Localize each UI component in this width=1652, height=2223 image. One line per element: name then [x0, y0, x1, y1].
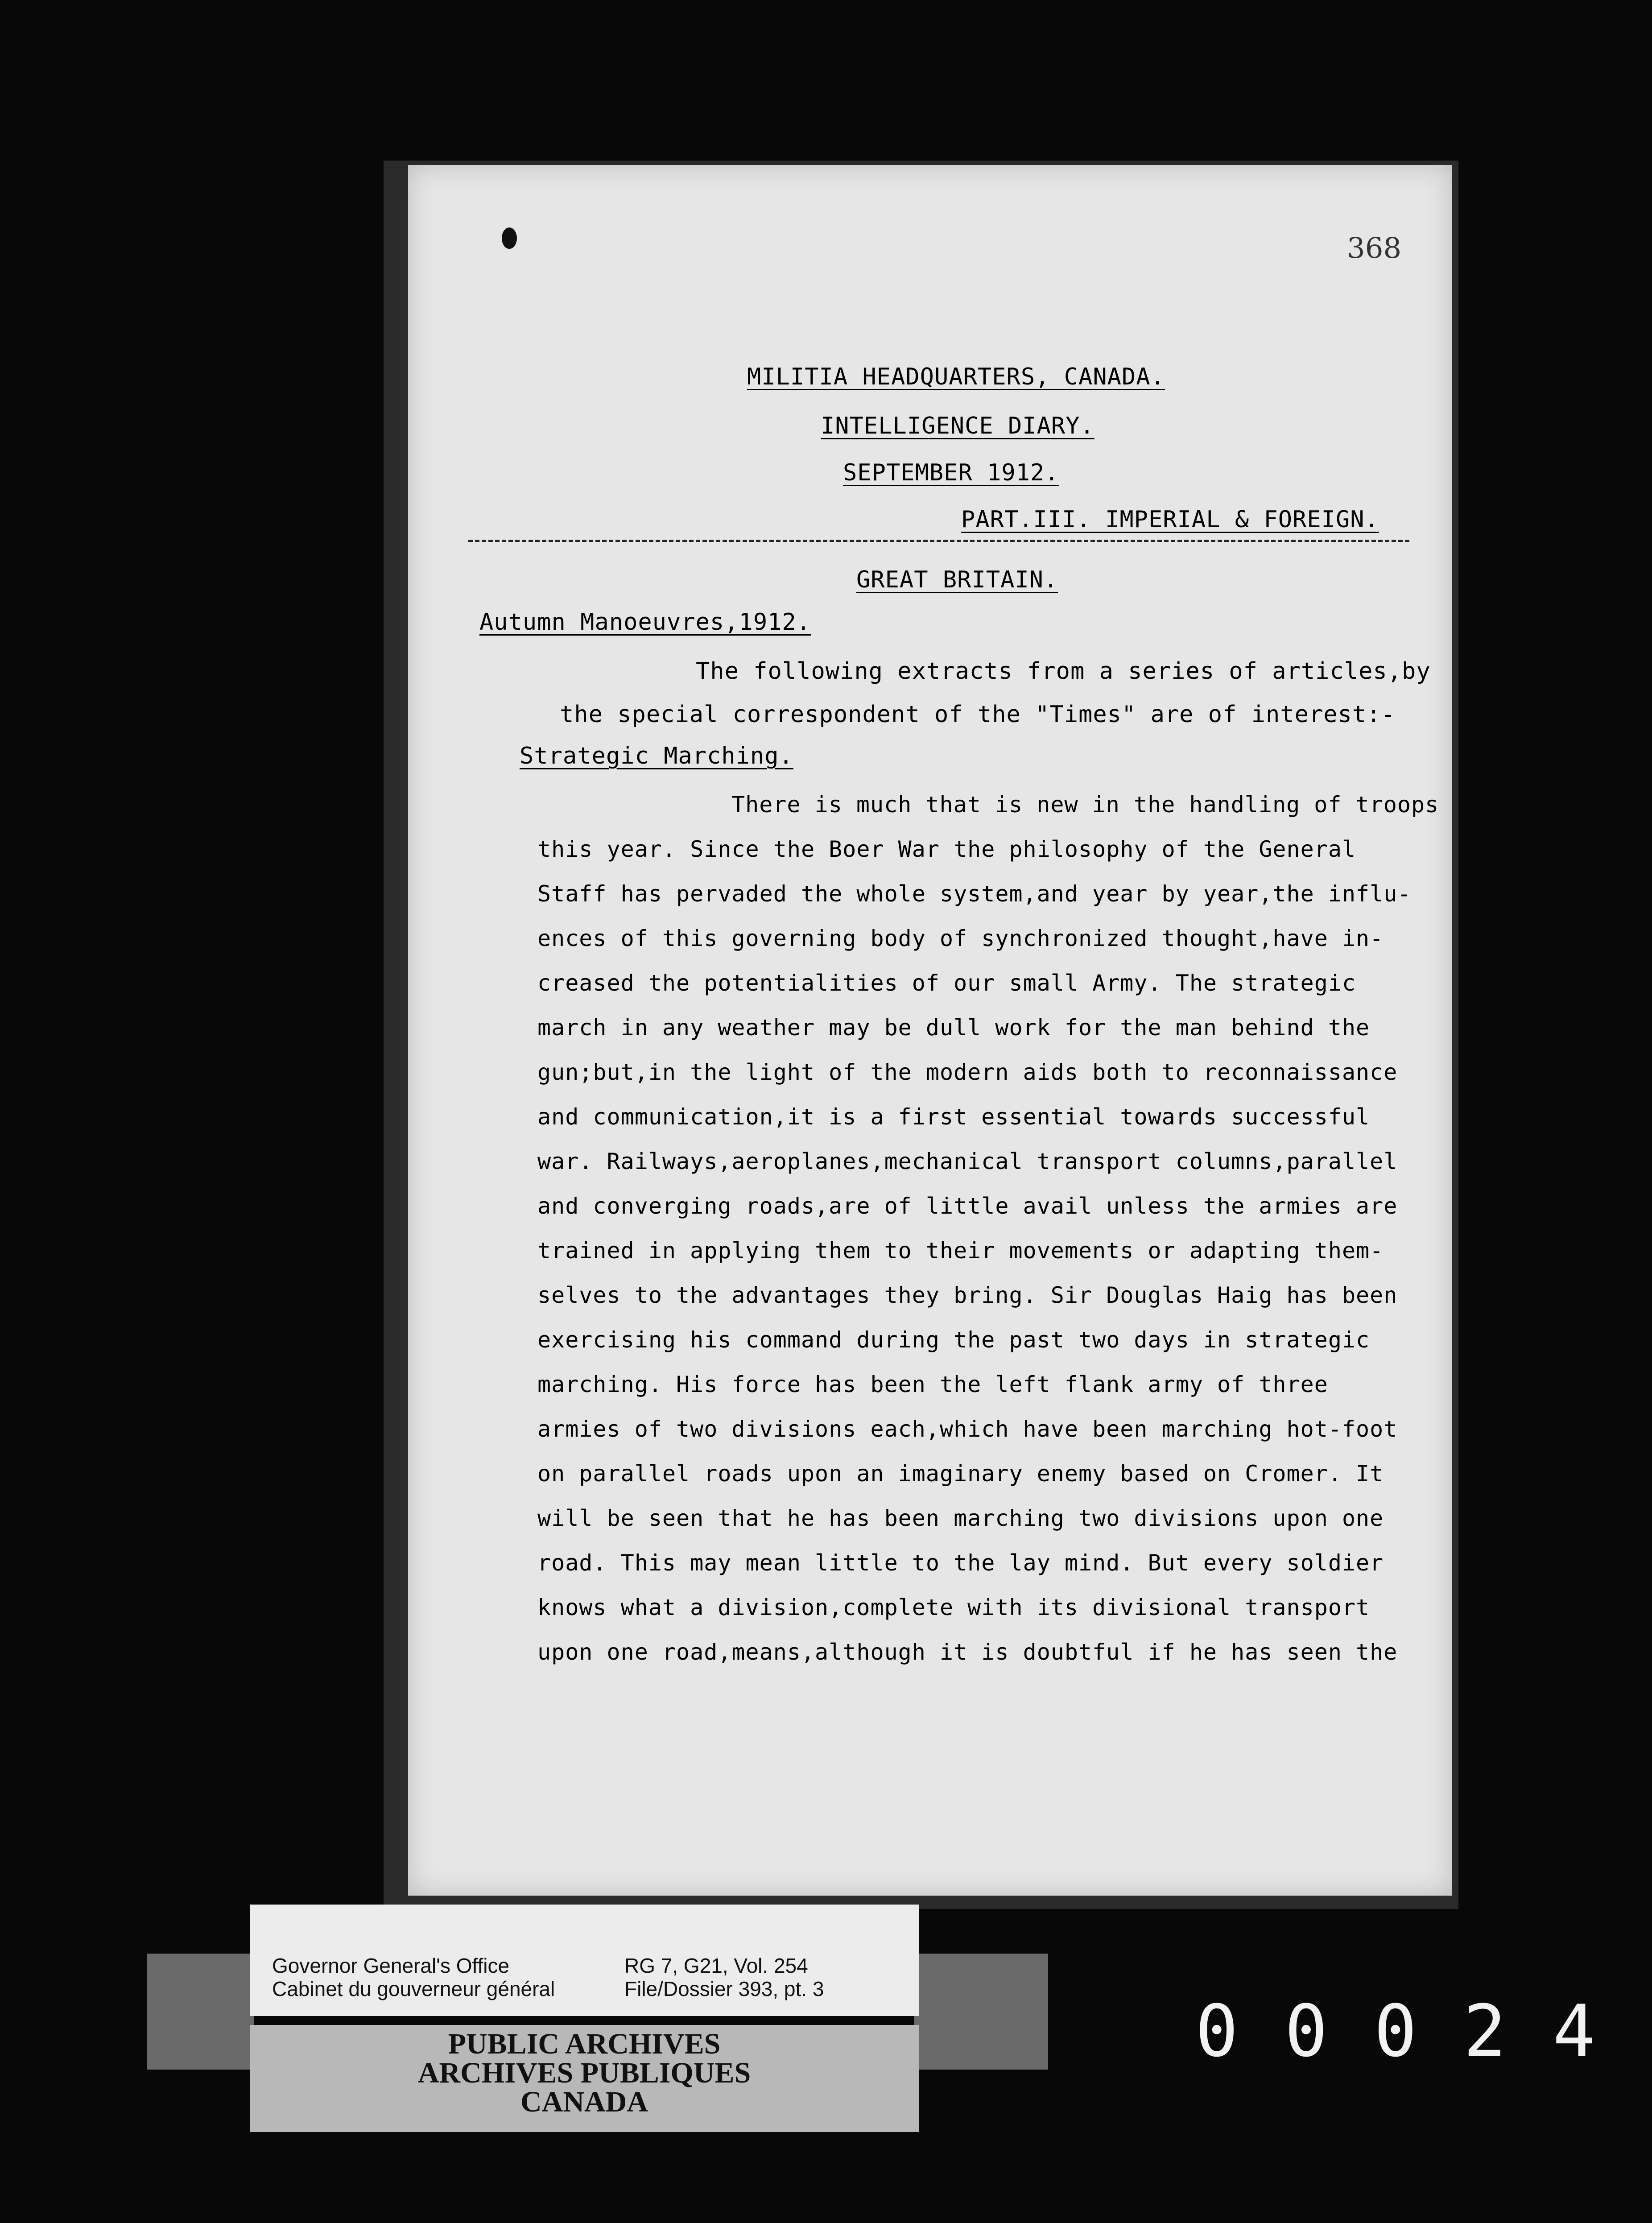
body-line: march in any weather may be dull work for the man behind the	[537, 1015, 1370, 1041]
header-militia: MILITIA HEADQUARTERS, CANADA.	[747, 364, 1165, 390]
body-line: on parallel roads upon an imaginary enemy based on Cromer. It	[537, 1461, 1384, 1487]
intro-line-2: the special correspondent of the "Times" are of interest:-	[560, 701, 1396, 728]
archive-reference: RG 7, G21, Vol. 254	[624, 1954, 808, 1977]
body-line: creased the potentialities of our small Army. The strategic	[537, 970, 1356, 996]
body-line: Staff has pervaded the whole system,and year by year,the influ-	[537, 881, 1412, 907]
office-fr: Cabinet du gouverneur général	[272, 1977, 555, 2000]
header-date: SEPTEMBER 1912.	[843, 459, 1059, 486]
page-number: 368	[1347, 232, 1402, 265]
body-line: war. Railways,aeroplanes,mechanical transport columns,parallel	[537, 1149, 1398, 1174]
body-line: this year. Since the Boer War the philosophy of the General	[537, 836, 1356, 862]
body-line: gun;but,in the light of the modern aids both to reconnaissance	[537, 1059, 1398, 1085]
body-line: upon one road,means,although it is doubtful if he has seen the	[537, 1639, 1398, 1665]
header-part: PART.III. IMPERIAL & FOREIGN.	[961, 506, 1379, 533]
frame-number: 00024	[1195, 1989, 1642, 2073]
dashed-divider	[468, 540, 1409, 542]
archives-country: CANADA	[520, 2086, 648, 2118]
archive-file: File/Dossier 393, pt. 3	[624, 1977, 824, 2000]
body-line: There is much that is new in the handling of troops	[731, 792, 1439, 818]
film-strip-right	[914, 1954, 1048, 2070]
archives-en: PUBLIC ARCHIVES	[448, 2028, 721, 2060]
body-line: armies of two divisions each,which have been marching hot-foot	[537, 1416, 1398, 1442]
header-diary: INTELLIGENCE DIARY.	[821, 413, 1094, 439]
body-line: and communication,it is a first essential towards successful	[537, 1104, 1370, 1130]
body-line: will be seen that he has been marching two divisions upon one	[537, 1505, 1384, 1531]
body-line: and converging roads,are of little avail unless the armies are	[537, 1193, 1398, 1219]
body-line: exercising his command during the past two days in strategic	[537, 1327, 1370, 1353]
body-line: road. This may mean little to the lay mind. But every soldier	[537, 1550, 1384, 1576]
subsection-heading: Strategic Marching.	[520, 743, 793, 769]
body-line: selves to the advantages they bring. Sir Douglas Haig has been	[537, 1282, 1398, 1308]
archives-fr: ARCHIVES PUBLIQUES	[417, 2057, 751, 2089]
intro-line-1: The following extracts from a series of articles,by	[696, 658, 1431, 685]
section-heading: GREAT BRITAIN.	[856, 566, 1058, 593]
office-en: Governor General's Office	[272, 1954, 510, 1977]
punch-hole	[502, 227, 517, 249]
body-line: ences of this governing body of synchronized thought,have in-	[537, 926, 1384, 951]
film-strip-left	[147, 1954, 254, 2070]
body-line: trained in applying them to their movements or adapting them-	[537, 1238, 1384, 1264]
body-line: marching. His force has been the left flank army of three	[537, 1372, 1328, 1397]
body-line: knows what a division,complete with its divisional transport	[537, 1595, 1370, 1620]
subheading: Autumn Manoeuvres,1912.	[479, 609, 811, 636]
